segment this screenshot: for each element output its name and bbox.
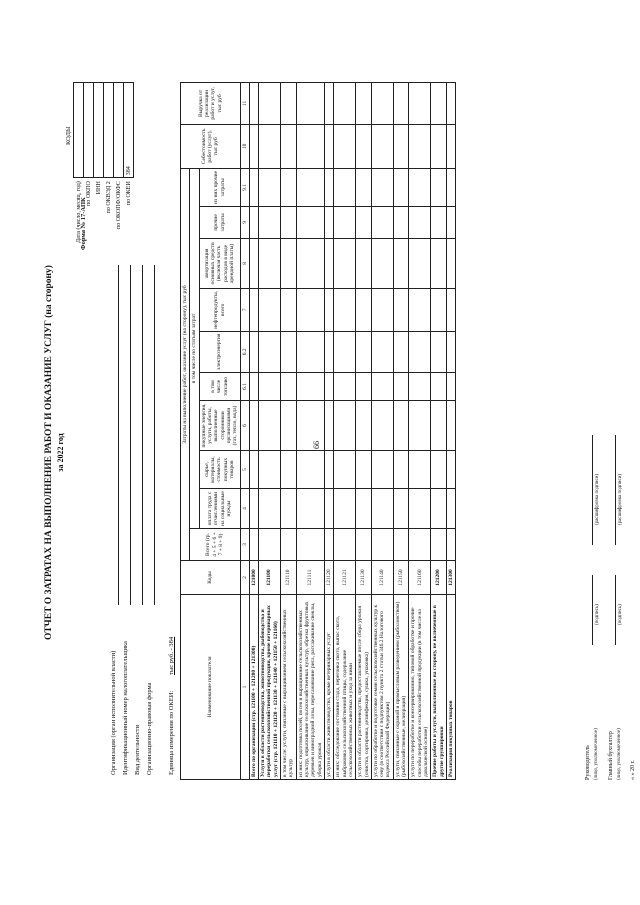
- value-cell[interactable]: [371, 168, 393, 206]
- column-number: 4: [240, 489, 249, 529]
- unit-label: Единица измерения по ОКЕИ:: [168, 690, 175, 775]
- value-cell[interactable]: [259, 206, 281, 238]
- value-cell[interactable]: [249, 288, 258, 331]
- value-cell[interactable]: [249, 451, 258, 489]
- header-materials: сырье, материалы, стоимость покупных товаров: [199, 451, 240, 489]
- code-label: по ОКВЭД 2: [105, 181, 112, 214]
- value-cell[interactable]: [324, 206, 333, 238]
- value-cell[interactable]: [409, 82, 431, 124]
- row-code: 121160: [409, 561, 431, 595]
- value-cell[interactable]: [324, 82, 333, 124]
- value-cell[interactable]: [249, 373, 258, 401]
- value-cell[interactable]: [296, 124, 324, 168]
- row-name: Услуги в области растениеводства, животноводства, рыбоводства и переработки сельскохозяйственной продукции, кроме ветеринарных услуг (стр. 121110 + 121120 + 121130 + 121140 + 121150 + 121160): [259, 595, 281, 780]
- row-code: 121200: [431, 561, 447, 595]
- accountant-sub: (лицо, уполномоченное): [617, 728, 622, 780]
- row-name: из них: обследование состояния стада, перегонка скота, выпас скота, выбраковка сельскохозяйственной птицы, содержание сельскохозяйственных животных и уход за ними: [334, 595, 356, 780]
- code-value: 384: [124, 83, 134, 178]
- value-cell[interactable]: [259, 401, 281, 451]
- value-cell[interactable]: [259, 124, 281, 168]
- value-cell[interactable]: [393, 451, 409, 489]
- org-field-label: Идентификационный номер налогоплательщика: [122, 641, 129, 775]
- value-cell[interactable]: [356, 401, 372, 451]
- value-cell[interactable]: [446, 124, 455, 168]
- value-cell[interactable]: [446, 489, 455, 529]
- value-cell[interactable]: [296, 529, 324, 561]
- table-row: [393, 82, 409, 779]
- column-number: 6: [240, 401, 249, 451]
- value-cell[interactable]: [431, 373, 447, 401]
- value-cell[interactable]: [356, 206, 372, 238]
- value-cell[interactable]: [393, 238, 409, 288]
- org-field-label: Вид деятельности: [134, 725, 141, 775]
- org-field-label: Организационно-правовая форма: [146, 682, 153, 775]
- head-sub: (лицо, уполномоченное): [594, 728, 599, 780]
- unit-value: тыс руб. - 384: [168, 636, 175, 675]
- value-cell[interactable]: [431, 82, 447, 124]
- value-cell[interactable]: [296, 401, 324, 451]
- column-number: 2: [240, 561, 249, 595]
- accountant-label: Главный бухгалтер: [608, 731, 614, 780]
- value-cell[interactable]: [446, 373, 455, 401]
- column-number: 6.1: [240, 373, 249, 401]
- header-name: Наименование показателя: [181, 595, 241, 780]
- column-number: 7: [240, 288, 249, 331]
- value-cell[interactable]: [409, 238, 431, 288]
- org-field-line: [154, 265, 155, 605]
- value-cell[interactable]: [281, 124, 297, 168]
- value-cell[interactable]: [249, 206, 258, 238]
- value-cell[interactable]: [409, 168, 431, 206]
- value-cell[interactable]: [356, 529, 372, 561]
- value-cell[interactable]: [409, 401, 431, 451]
- value-cell[interactable]: [393, 82, 409, 124]
- value-cell[interactable]: [334, 401, 356, 451]
- value-cell[interactable]: [431, 401, 447, 451]
- value-cell[interactable]: [446, 206, 455, 238]
- row-name: Реализация покупных товаров: [446, 595, 455, 780]
- table-row: [371, 82, 393, 779]
- value-cell[interactable]: [431, 489, 447, 529]
- head-decode-hint: (расшифровка подписи): [595, 473, 600, 525]
- header-electric: электроэнергия: [199, 331, 240, 372]
- code-value: [114, 83, 124, 178]
- value-cell[interactable]: [296, 489, 324, 529]
- value-cell[interactable]: [409, 288, 431, 331]
- row-code: 121120: [324, 561, 333, 595]
- accountant-sign-hint: (подпись): [618, 604, 623, 625]
- value-cell[interactable]: [281, 168, 297, 206]
- value-cell[interactable]: [356, 331, 372, 372]
- row-name: услуги по обработке и подготовке семян сельскохозяйственных культур к севу (в соответствии с подпунктом 2 пункта 2 статьи 346.2 Налогового кодекса Российской Федерации): [371, 595, 393, 780]
- value-cell[interactable]: [259, 451, 281, 489]
- table-row: [409, 82, 431, 779]
- value-cell[interactable]: [356, 489, 372, 529]
- value-cell[interactable]: [356, 288, 372, 331]
- value-cell[interactable]: [249, 168, 258, 206]
- value-cell[interactable]: [249, 331, 258, 372]
- column-number: 8: [240, 238, 249, 288]
- value-cell[interactable]: [324, 124, 333, 168]
- value-cell[interactable]: [393, 124, 409, 168]
- value-cell[interactable]: [409, 451, 431, 489]
- header-depreciation: амортизация основных средств (включая часть расходов в виде арендной платы): [199, 238, 240, 288]
- value-cell[interactable]: [431, 168, 447, 206]
- value-cell[interactable]: [259, 288, 281, 331]
- row-code: 121150: [393, 561, 409, 595]
- value-cell[interactable]: [431, 124, 447, 168]
- value-cell[interactable]: [409, 489, 431, 529]
- value-cell[interactable]: [281, 373, 297, 401]
- table-row: [356, 82, 372, 779]
- row-code: 121111: [296, 561, 324, 595]
- value-cell[interactable]: [324, 331, 333, 372]
- value-cell[interactable]: [431, 238, 447, 288]
- column-number: 3: [240, 529, 249, 561]
- value-cell[interactable]: [281, 451, 297, 489]
- value-cell[interactable]: [356, 124, 372, 168]
- value-cell[interactable]: [324, 238, 333, 288]
- value-cell[interactable]: [296, 168, 324, 206]
- row-name: услуги по переработке и консервированию, типовой обработке и прочие способы переработки сельскохозяйственной продукции (в том числе на давальческой основе): [409, 595, 431, 780]
- value-cell[interactable]: [371, 238, 393, 288]
- header-code: Коды: [181, 561, 241, 595]
- page-number: 66: [312, 441, 321, 449]
- value-cell[interactable]: [296, 451, 324, 489]
- table-row: [281, 82, 297, 779]
- value-cell[interactable]: [334, 82, 356, 124]
- value-cell[interactable]: [249, 529, 258, 561]
- row-name: Всего по организации (стр. 121100 + 121200 + 121300): [249, 595, 258, 780]
- code-value: [94, 83, 104, 178]
- column-number: 10: [240, 124, 249, 168]
- column-numbers-row: [240, 82, 249, 779]
- value-cell[interactable]: [334, 288, 356, 331]
- value-cell[interactable]: [371, 82, 393, 124]
- value-cell[interactable]: [371, 288, 393, 331]
- value-cell[interactable]: [324, 489, 333, 529]
- value-cell[interactable]: [356, 373, 372, 401]
- value-cell[interactable]: [296, 238, 324, 288]
- header-other-incl: из них прочие затраты: [199, 168, 240, 206]
- value-cell[interactable]: [249, 238, 258, 288]
- org-field-line: [142, 265, 143, 605]
- table-row: [259, 82, 281, 779]
- value-cell[interactable]: [296, 82, 324, 124]
- row-name: в том числе: услуги, связанные с выращиванием сельскохозяйственных культур: [281, 595, 297, 780]
- row-code: 121140: [371, 561, 393, 595]
- value-cell[interactable]: [259, 529, 281, 561]
- header-incl-group: в том числе по статьям затрат: [190, 168, 199, 528]
- value-cell[interactable]: [249, 82, 258, 124]
- value-cell[interactable]: [281, 82, 297, 124]
- value-cell[interactable]: [371, 489, 393, 529]
- column-number: 6.2: [240, 331, 249, 372]
- value-cell[interactable]: [249, 124, 258, 168]
- head-sign-hint: (подпись): [595, 604, 600, 625]
- codes-table: [73, 82, 134, 245]
- value-cell[interactable]: [446, 288, 455, 331]
- value-cell[interactable]: [296, 331, 324, 372]
- value-cell[interactable]: [431, 206, 447, 238]
- value-cell[interactable]: [431, 331, 447, 372]
- row-code: 121121: [334, 561, 356, 595]
- header-incl-fuel: в том числе топливо: [199, 373, 240, 401]
- row-code: 121110: [281, 561, 297, 595]
- value-cell[interactable]: [296, 288, 324, 331]
- value-cell[interactable]: [393, 529, 409, 561]
- head-decode-line: [592, 435, 593, 545]
- code-value: [74, 83, 84, 178]
- codes-header: КОДЫ: [65, 126, 72, 145]
- code-value: [104, 83, 114, 178]
- value-cell[interactable]: [409, 331, 431, 372]
- value-cell[interactable]: [371, 529, 393, 561]
- value-cell[interactable]: [334, 451, 356, 489]
- value-cell[interactable]: [296, 373, 324, 401]
- header-costs-group: Затраты на выполнение работ, оказание услуг (на сторону), тыс руб: [181, 168, 190, 560]
- row-name: из них: подготовка полей, посев и выращивание сельскохозяйственных культур, опрыскивание сельскохозяйственных культур, обрезка фруктовых деревьев и виноградной лозы, пересаживание риса, рассаживание свеклы, уборка урожая: [296, 595, 324, 780]
- value-cell[interactable]: [446, 168, 455, 206]
- value-cell[interactable]: [249, 489, 258, 529]
- value-cell[interactable]: [324, 451, 333, 489]
- value-cell[interactable]: [393, 331, 409, 372]
- value-cell[interactable]: [334, 238, 356, 288]
- value-cell[interactable]: [446, 82, 455, 124]
- value-cell[interactable]: [324, 529, 333, 561]
- value-cell[interactable]: [334, 373, 356, 401]
- value-cell[interactable]: [371, 373, 393, 401]
- value-cell[interactable]: [446, 401, 455, 451]
- report-subtitle: за 2022 год: [56, 433, 65, 472]
- accountant-decode-line: [615, 435, 616, 545]
- value-cell[interactable]: [393, 401, 409, 451]
- code-label: Дата (число, месяц, год): [75, 181, 82, 243]
- value-cell[interactable]: [356, 168, 372, 206]
- row-name: услуги в области животноводства, кроме ветеринарных услуг: [324, 595, 333, 780]
- table-row: [431, 82, 447, 779]
- value-cell[interactable]: [393, 168, 409, 206]
- code-label: по ОКЕИ: [125, 181, 132, 206]
- table-row: [324, 82, 333, 779]
- value-cell[interactable]: [409, 373, 431, 401]
- value-cell[interactable]: [371, 451, 393, 489]
- value-cell[interactable]: [356, 82, 372, 124]
- code-value: [84, 83, 94, 178]
- row-name: услуги, связанные с охраной и промысловым разведением (рыболовством) (рыбохозяйственные, мелиорация): [393, 595, 409, 780]
- value-cell[interactable]: [281, 489, 297, 529]
- org-field-line: [118, 265, 119, 605]
- table-row: [296, 82, 324, 779]
- value-cell[interactable]: [281, 401, 297, 451]
- value-cell[interactable]: [259, 489, 281, 529]
- value-cell[interactable]: [281, 529, 297, 561]
- value-cell[interactable]: [324, 401, 333, 451]
- column-number: 11: [240, 82, 249, 124]
- header-revenue: Выручка от реализации работ и услуг, тыс руб: [181, 82, 241, 124]
- org-field-line: [130, 265, 131, 605]
- value-cell[interactable]: [281, 206, 297, 238]
- value-cell[interactable]: [446, 529, 455, 561]
- row-name: услуги в области растениеводства, предоставляемые после сбора урожая (очистка, сортировка, дезинфекция, сушка, упаковка): [356, 595, 372, 780]
- accountant-sign-line: [615, 575, 616, 645]
- value-cell[interactable]: [324, 373, 333, 401]
- accountant-decode-hint: (расшифровка подписи): [618, 473, 623, 525]
- value-cell[interactable]: [409, 124, 431, 168]
- value-cell[interactable]: [334, 168, 356, 206]
- value-cell[interactable]: [371, 124, 393, 168]
- value-cell[interactable]: [446, 331, 455, 372]
- date-text: « » 20 г.: [630, 760, 636, 780]
- header-oil: нефтепродукты, всего: [199, 288, 240, 331]
- value-cell[interactable]: [446, 238, 455, 288]
- value-cell[interactable]: [371, 206, 393, 238]
- value-cell[interactable]: [356, 238, 372, 288]
- value-cell[interactable]: [281, 238, 297, 288]
- value-cell[interactable]: [371, 331, 393, 372]
- table-row: [446, 82, 455, 779]
- value-cell[interactable]: [371, 401, 393, 451]
- value-cell[interactable]: [259, 168, 281, 206]
- row-code: 121000: [249, 561, 258, 595]
- table-row: [334, 82, 356, 779]
- value-cell[interactable]: [259, 331, 281, 372]
- code-label: по ОКПО: [85, 181, 92, 206]
- code-label: по ОКОПФ/ОКФС: [115, 181, 122, 230]
- value-cell[interactable]: [393, 206, 409, 238]
- value-cell[interactable]: [393, 373, 409, 401]
- value-cell[interactable]: [409, 206, 431, 238]
- value-cell[interactable]: [259, 82, 281, 124]
- column-number: 1: [240, 595, 249, 780]
- value-cell[interactable]: [393, 489, 409, 529]
- value-cell[interactable]: [324, 288, 333, 331]
- table-row: [249, 82, 258, 779]
- value-cell[interactable]: [446, 451, 455, 489]
- value-cell[interactable]: [334, 489, 356, 529]
- head-label: Руководитель: [585, 745, 591, 780]
- value-cell[interactable]: [259, 238, 281, 288]
- value-cell[interactable]: [356, 451, 372, 489]
- header-wages: оплата труда с отчислениями на социальные нужды: [199, 489, 240, 529]
- column-number: 9: [240, 206, 249, 238]
- value-cell[interactable]: [259, 373, 281, 401]
- row-code: 121130: [356, 561, 372, 595]
- value-cell[interactable]: [334, 331, 356, 372]
- value-cell[interactable]: [334, 529, 356, 561]
- row-code: 121100: [259, 561, 281, 595]
- column-number: 5: [240, 451, 249, 489]
- value-cell[interactable]: [393, 288, 409, 331]
- header-other: прочие затраты: [199, 206, 240, 238]
- value-cell[interactable]: [281, 331, 297, 372]
- code-label: ИНН: [95, 181, 102, 195]
- value-cell[interactable]: [281, 288, 297, 331]
- header-services: покупные энергия, услуги, работы, выполненные сторонними организациями (газ, тепло, вода): [199, 401, 240, 451]
- value-cell[interactable]: [409, 529, 431, 561]
- header-total: Всего (гр. 4 + 5 + 6 + 7 + 8 + 9): [190, 529, 240, 561]
- value-cell[interactable]: [249, 401, 258, 451]
- value-cell[interactable]: [334, 206, 356, 238]
- head-sign-line: [592, 575, 593, 645]
- costs-table: [180, 82, 456, 780]
- column-number: 9.1: [240, 168, 249, 206]
- form-number: Форма № 17-АПК: [80, 197, 87, 250]
- row-code: 121300: [446, 561, 455, 595]
- header-cost-of-sales: Себестоимость работ (услуг), тыс руб: [181, 124, 241, 168]
- org-field-label: Организация (орган исполнительной власти): [110, 650, 117, 775]
- row-name: Прочие работы и услуги, выполненные на сторону, не включенные в другие группировки: [431, 595, 447, 780]
- value-cell[interactable]: [431, 529, 447, 561]
- value-cell[interactable]: [296, 206, 324, 238]
- value-cell[interactable]: [431, 451, 447, 489]
- value-cell[interactable]: [334, 124, 356, 168]
- value-cell[interactable]: [431, 288, 447, 331]
- report-title: ОТЧЕТ О ЗАТРАТАХ НА ВЫПОЛНЕНИЕ РАБОТ И ОКАЗАНИЕ УСЛУГ (на сторону): [44, 265, 54, 640]
- value-cell[interactable]: [324, 168, 333, 206]
